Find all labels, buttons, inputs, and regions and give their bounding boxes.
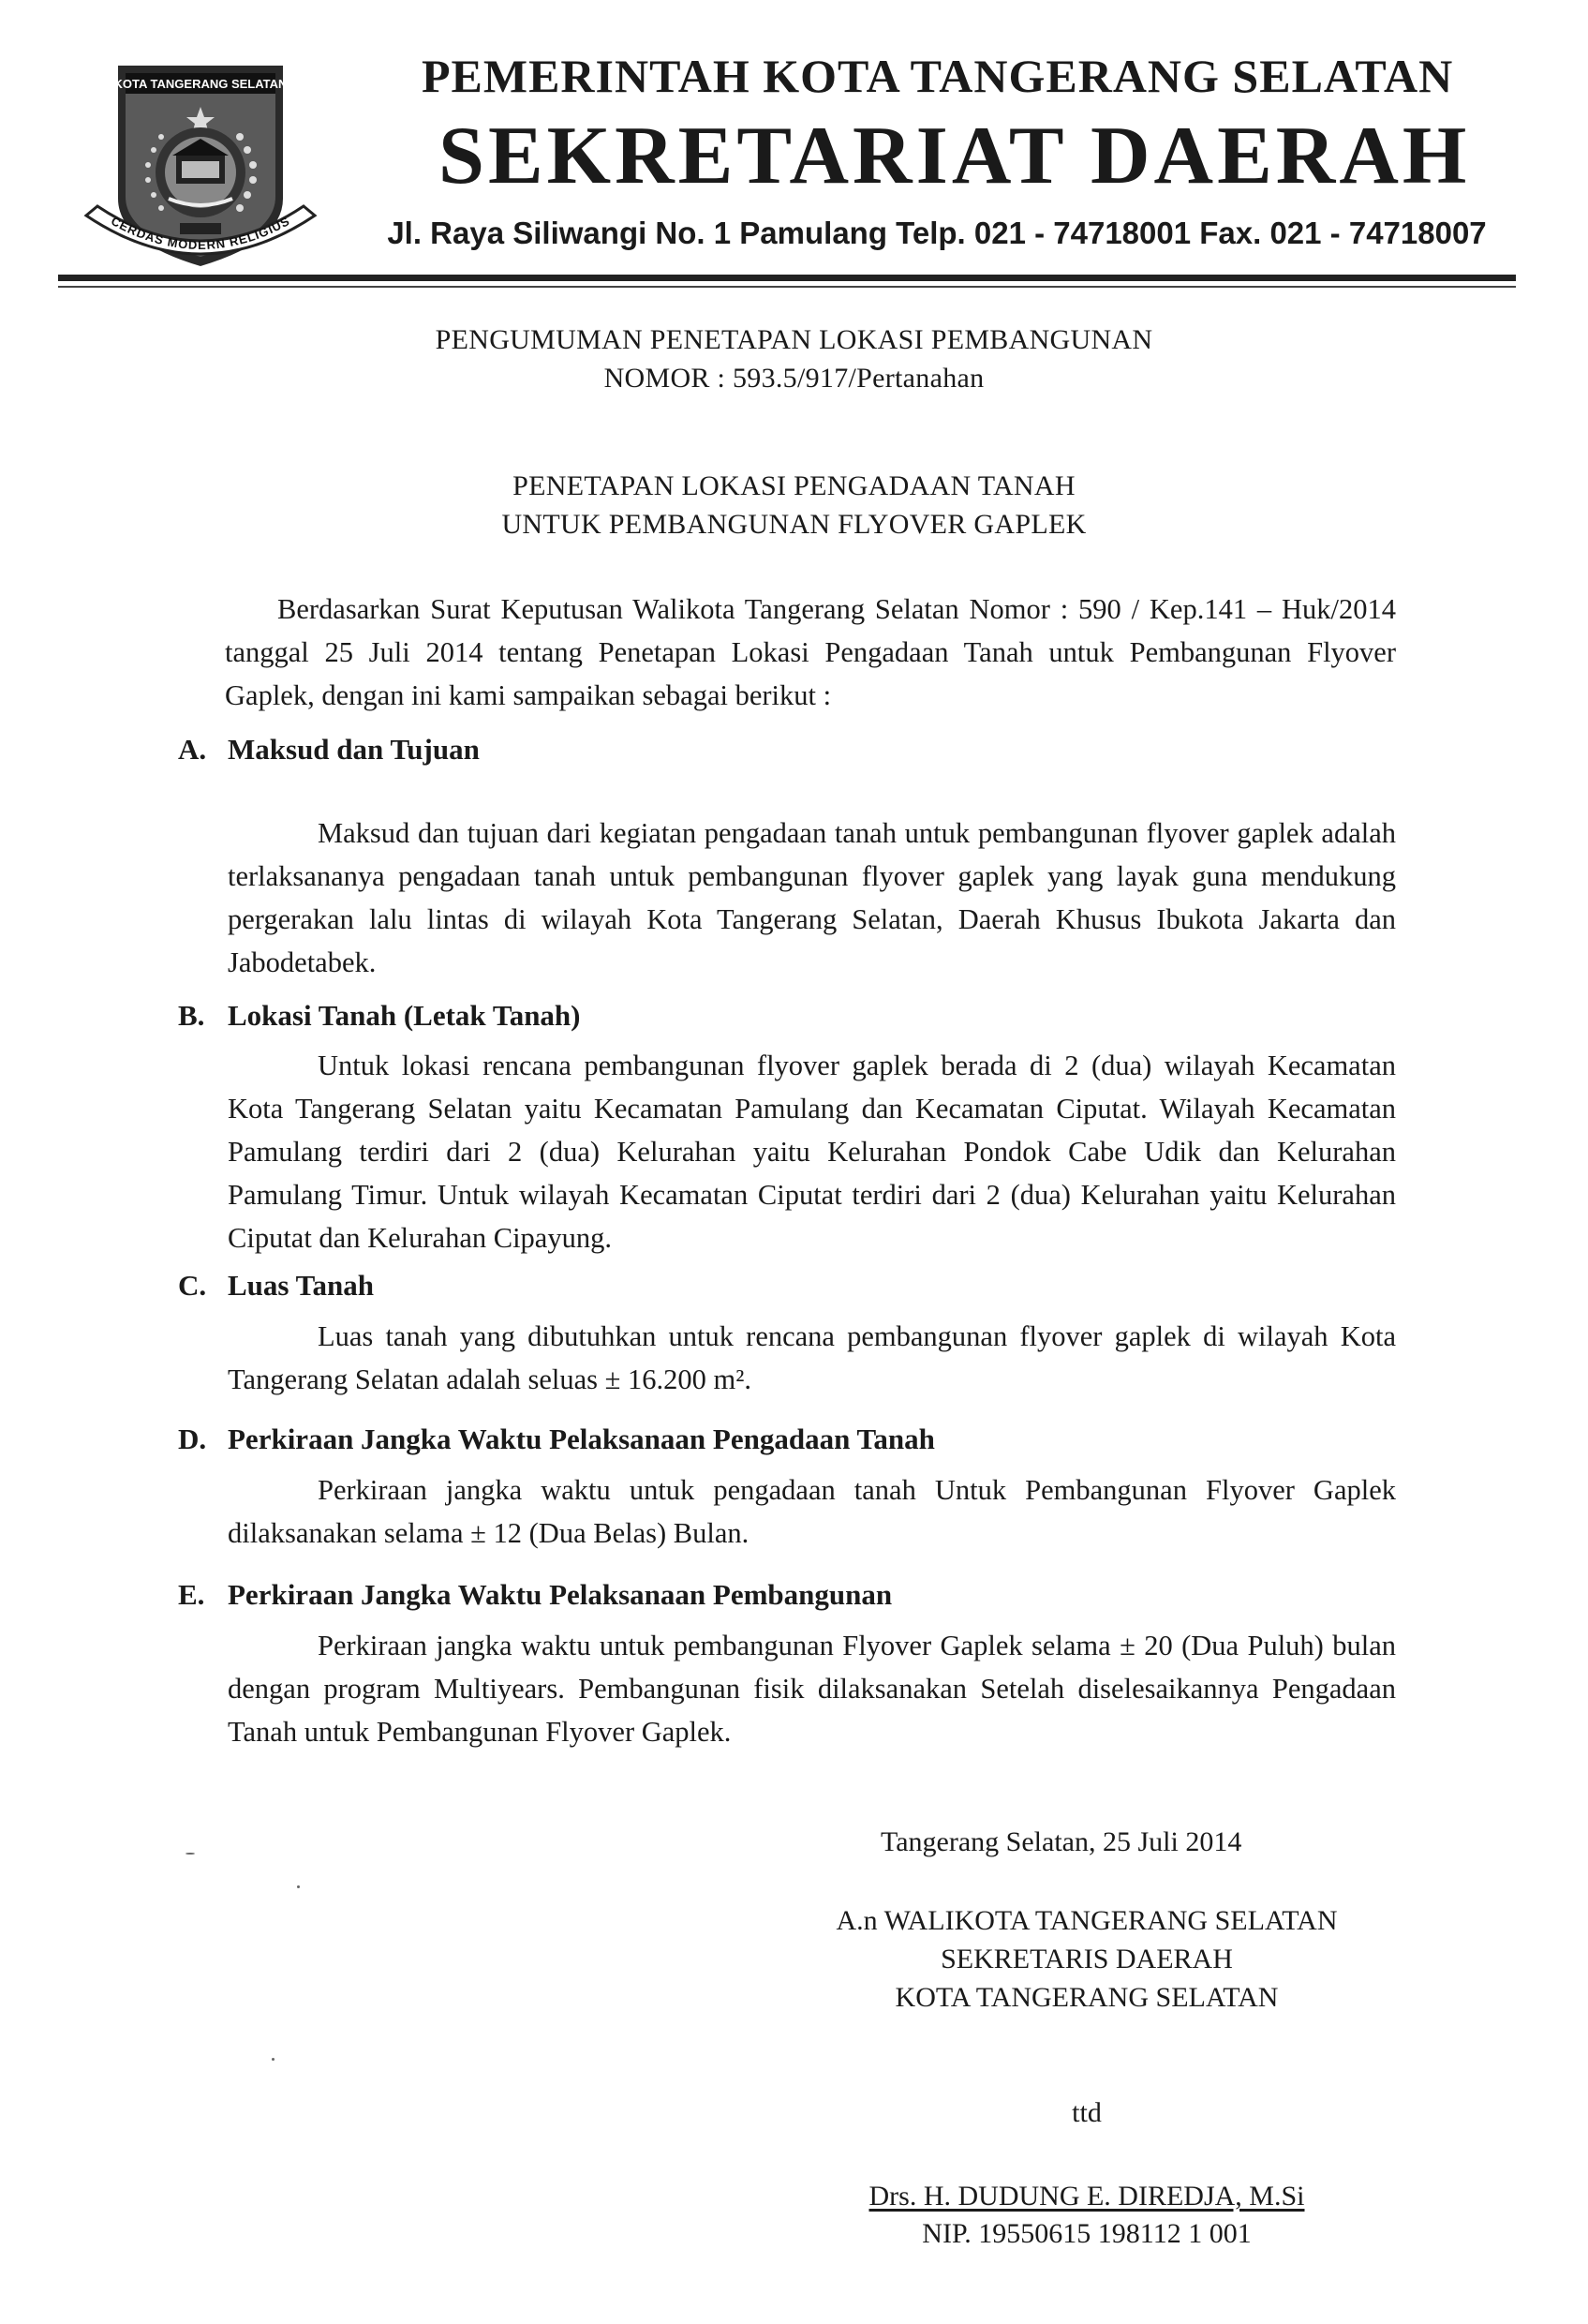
scan-speck — [297, 1885, 300, 1888]
section-b-body: Untuk lokasi rencana pembangunan flyover gaplek berada di 2 (dua) wilayah Kecamatan Kota Tangerang Selatan yaitu Kecamatan Pamulang dan Kecamatan Ciputat. Wilayah Kecamatan Pamulang terdiri dari 2 (dua) Kelurahan yaitu Kelurahan Pondok Cabe Udik dan Kelurahan Pamulang Timur. Untuk wilayah Kecamatan Ciputat terdiri dari 2 (dua) Kelurahan yaitu Kelurahan Ciputat dan Kelurahan Cipayung. — [228, 1050, 1396, 1254]
subject-line-1: PENETAPAN LOKASI PENGADAAN TANAH — [512, 470, 1076, 501]
logo-top-text: KOTA TANGERANG SELATAN — [113, 77, 288, 91]
signatory-nip: NIP. 19550615 198112 1 001 — [922, 2218, 1252, 2249]
announcement-title: PENGUMUMAN PENETAPAN LOKASI PEMBANGUNAN — [435, 324, 1153, 355]
signatory-name: Drs. H. DUDUNG E. DIREDJA, M.Si — [868, 2181, 1305, 2212]
section-a-body: Maksud dan tujuan dari kegiatan pengadaan tanah untuk pembangunan flyover gaplek adalah terlaksananya pengadaan tanah untuk pembangunan flyover gaplek yang layak guna mendukung pergerakan lalu lintas di wilayah Kota Tangerang Selatan, Daerah Khusus Ibukota Jakarta dan Jabodetabek. — [228, 817, 1396, 978]
section-b-title: Lokasi Tanah (Letak Tanah) — [228, 999, 581, 1032]
scan-speck — [186, 1853, 195, 1855]
section-e-body: Perkiraan jangka waktu untuk pembangunan Flyover Gaplek selama ± 20 (Dua Puluh) bulan dengan program Multiyears. Pembangunan fisik dilaksanakan Setelah diselesaikannya Pengadaan Tanah untuk Pembangunan Flyover Gaplek. — [228, 1630, 1396, 1748]
intro-paragraph: Berdasarkan Surat Keputusan Walikota Tangerang Selatan Nomor : 590 / Kep.141 – Huk/2014 tanggal 25 Juli 2014 tentang Penetapan Lokasi Pengadaan Tanah untuk Pembangunan Flyover Gaplek, dengan ini kami sampaikan sebagai berikut : — [225, 593, 1396, 711]
section-a-title: Maksud dan Tujuan — [228, 733, 480, 766]
section-e-letter: E. — [178, 1578, 205, 1611]
logo-motto: CERDAS MODERN RELIGIUS — [109, 213, 292, 253]
announcement-number: NOMOR : 593.5/917/Pertanahan — [603, 363, 985, 394]
section-a-letter: A. — [178, 733, 207, 766]
scan-speck — [272, 2058, 275, 2061]
signature-ttd: ttd — [1072, 2097, 1102, 2128]
signatory-line-2: SEKRETARIS DAERAH — [941, 1944, 1233, 1974]
section-d-title: Perkiraan Jangka Waktu Pelaksanaan Pengadaan Tanah — [228, 1423, 935, 1455]
office-name: SEKRETARIAT DAERAH — [438, 111, 1471, 201]
section-c-title: Luas Tanah — [228, 1269, 374, 1302]
place-and-date: Tangerang Selatan, 25 Juli 2014 — [881, 1826, 1242, 1857]
letterhead-divider-thin — [58, 286, 1516, 288]
office-address: Jl. Raya Siliwangi No. 1 Pamulang Telp. 021 - 74718001 Fax. 021 - 74718007 — [387, 216, 1487, 250]
section-d-body: Perkiraan jangka waktu untuk pengadaan tanah Untuk Pembangunan Flyover Gaplek dilaksanakan selama ± 12 (Dua Belas) Bulan. — [228, 1474, 1396, 1549]
section-c-body: Luas tanah yang dibutuhkan untuk rencana pembangunan flyover gaplek di wilayah Kota Tangerang Selatan adalah seluas ± 16.200 m². — [228, 1320, 1396, 1395]
section-c-letter: C. — [178, 1269, 207, 1302]
letterhead-divider-thick — [58, 275, 1516, 281]
section-d-letter: D. — [178, 1423, 207, 1455]
section-e-title: Perkiraan Jangka Waktu Pelaksanaan Pembangunan — [228, 1578, 893, 1611]
signatory-line-1: A.n WALIKOTA TANGERANG SELATAN — [836, 1905, 1338, 1936]
signatory-line-3: KOTA TANGERANG SELATAN — [895, 1982, 1279, 2013]
subject-line-2: UNTUK PEMBANGUNAN FLYOVER GAPLEK — [501, 509, 1087, 540]
government-name: PEMERINTAH KOTA TANGERANG SELATAN — [422, 50, 1454, 102]
section-b-letter: B. — [178, 999, 205, 1032]
